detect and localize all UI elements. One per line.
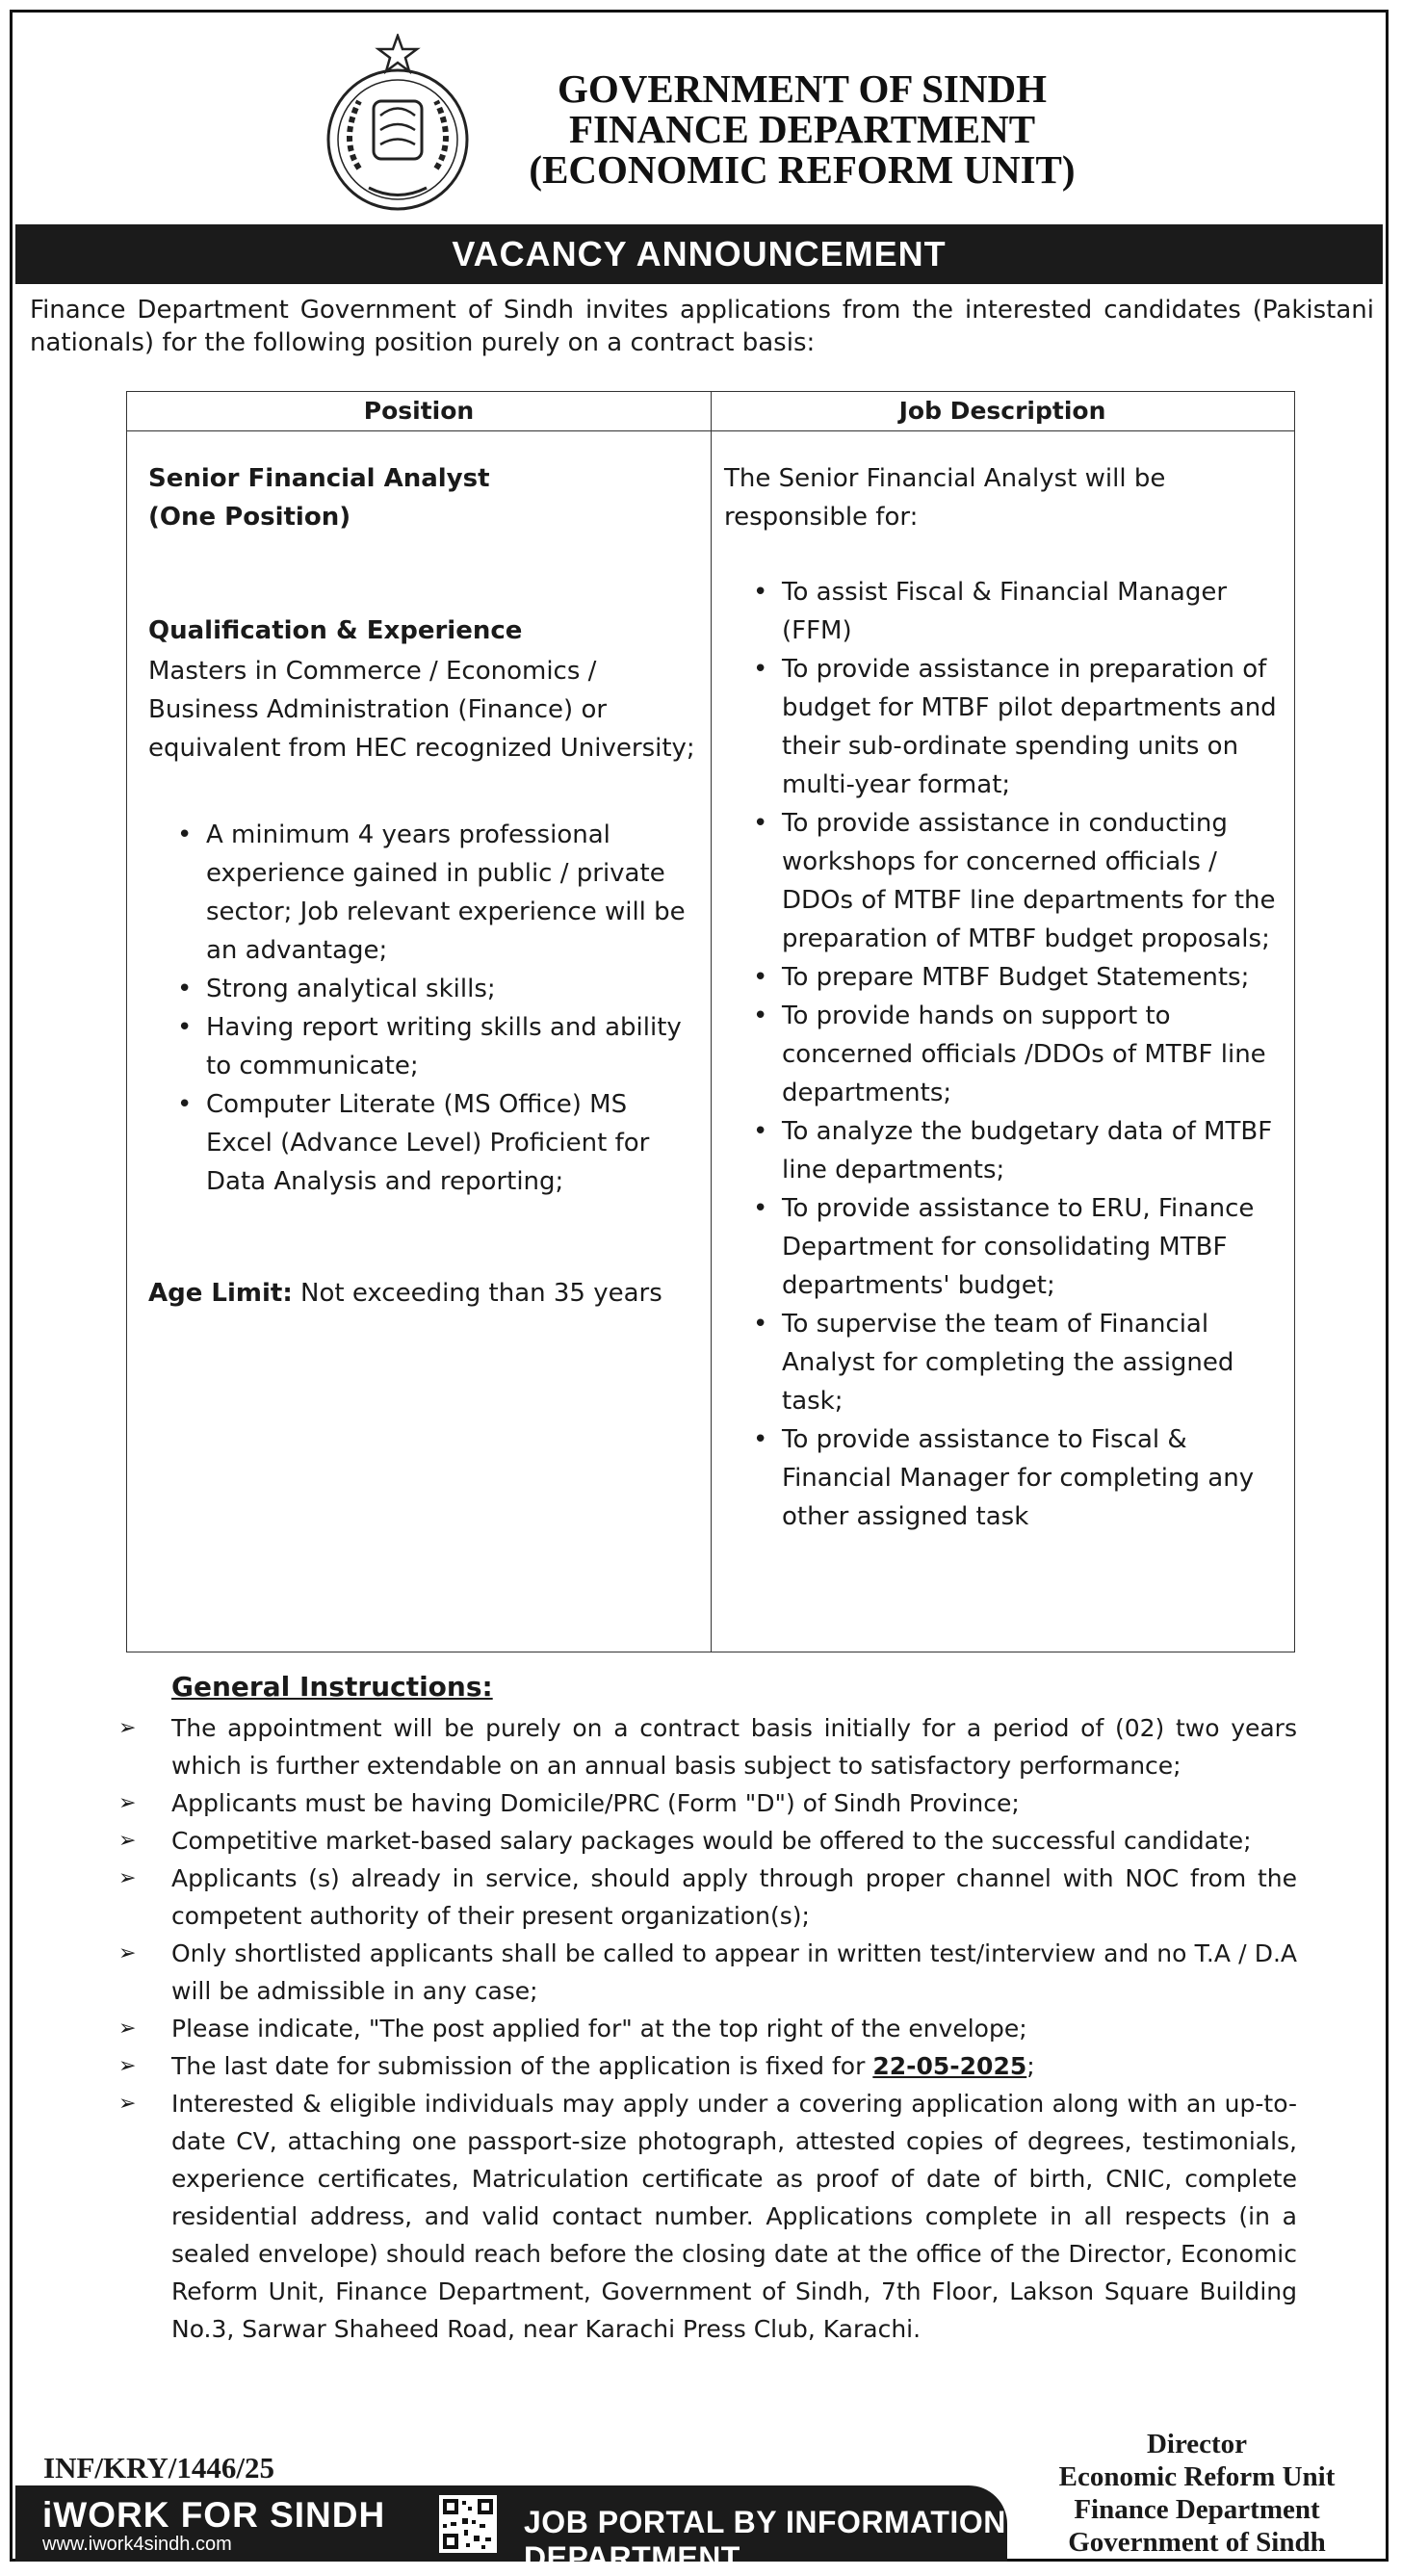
instructions-list: [118, 1709, 1297, 2348]
list-item: • To provide assistance in conducting workshops for concerned officials / DDOs of MTBF line departments for the preparation of MTBF budget proposals;: [724, 804, 1292, 958]
deadline-date: 22-05-2025: [872, 2052, 1027, 2080]
list-item: ➢ Please indicate, "The post applied for" at the top right of the envelope;: [118, 2010, 1297, 2047]
post-title: Senior Financial Analyst: [148, 464, 490, 493]
arrow-bullet-icon: ➢: [118, 2092, 137, 2116]
signatory-government: Government of Sindh: [1068, 2527, 1326, 2558]
list-item: ➢ Only shortlisted applicants shall be called to appear in written test/interview and no T.A / D.A will be admissible in any case;: [118, 1935, 1297, 2010]
website-link[interactable]: www.iwork4sindh.com: [42, 2534, 232, 2555]
header-title-line3: (ECONOMIC REFORM UNIT): [529, 147, 1076, 192]
signatory-unit: Economic Reform Unit: [1058, 2461, 1336, 2492]
intro-paragraph: Finance Department Government of Sindh invites applications from the interested candidates (Pakistani nationals) for the following position purely on a contract basis:: [30, 296, 1374, 357]
job-intro: The Senior Financial Analyst will be responsible for:: [724, 464, 1166, 532]
list-item: • Strong analytical skills;: [148, 970, 697, 1008]
list-item: • To provide assistance to ERU, Finance Department for consolidating MTBF departments' budget;: [724, 1189, 1292, 1305]
list-item: • Computer Literate (MS Office) MS Excel (Advance Level) Proficient for Data Analysis and reporting;: [148, 1085, 697, 1201]
brand-logo: iWORK FOR SINDH: [42, 2495, 386, 2535]
list-item: ➢ Competitive market-based salary packages would be offered to the successful candidate;: [118, 1822, 1297, 1860]
reference-number: INF/KRY/1446/25: [43, 2451, 275, 2485]
duties-list: [724, 573, 1292, 1536]
instructions-title: General Instructions:: [171, 1671, 493, 1703]
list-item: ➢ Applicants (s) already in service, should apply through proper channel with NOC from the competent authority of their present organization(s);: [118, 1860, 1297, 1935]
arrow-bullet-icon: ➢: [118, 1866, 137, 1890]
age-limit-value: Not exceeding than 35 years: [292, 1279, 662, 1308]
position-table: [126, 391, 1295, 1652]
list-item: • To supervise the team of Financial Analyst for completing the assigned task;: [724, 1305, 1292, 1420]
header-title-line2: FINANCE DEPARTMENT: [568, 107, 1036, 151]
page-frame: [10, 10, 1389, 2575]
vacancy-banner: VACANCY ANNOUNCEMENT: [15, 224, 1383, 284]
arrow-bullet-icon: ➢: [118, 2017, 137, 2041]
requirements-list: [148, 816, 697, 1201]
signatory-block: [1033, 2428, 1361, 2559]
list-item: ➢ Interested & eligible individuals may apply under a covering application along with an up-to-date CV, attaching one passport-size photograph, attested copies of degrees, testimonials, experience certificates, Matriculation certificate as proof of date of birth, CNIC, complete residential address, and valid contact number. Applications complete in all respects (in a sealed envelope) should reach before the closing date at the office of the Director, Economic Reform Unit, Finance Department, Government of Sindh, 7th Floor, Lakson Square Building No.3, Sarwar Shaheed Road, near Karachi Press Club, Karachi.: [118, 2085, 1297, 2348]
footer-bar: [15, 2485, 1007, 2575]
header-position: Position: [363, 397, 475, 425]
arrow-bullet-icon: ➢: [118, 2054, 137, 2078]
qualification-text: Masters in Commerce / Economics / Business Administration (Finance) or equivalent from HEC recognized University;: [148, 657, 695, 763]
column-divider: [711, 392, 712, 1652]
list-item: • To provide assistance to Fiscal & Financial Manager for completing any other assigned task: [724, 1420, 1292, 1536]
qualification-heading: Qualification & Experience: [148, 616, 523, 645]
header-title-line1: GOVERNMENT OF SINDH: [558, 66, 1047, 111]
list-item: • To provide assistance in preparation of budget for MTBF pilot departments and their sub-ordinate spending units on multi-year format;: [724, 650, 1292, 804]
post-count: (One Position): [148, 503, 351, 532]
age-limit-label: Age Limit:: [148, 1279, 293, 1308]
signatory-title: Director: [1146, 2429, 1248, 2459]
age-limit: [148, 1274, 697, 1313]
arrow-bullet-icon: ➢: [118, 1829, 137, 1853]
list-item-deadline: ➢ The last date for submission of the application is fixed for 22-05-2025;: [118, 2047, 1297, 2085]
position-column: [148, 459, 697, 1313]
arrow-bullet-icon: ➢: [118, 1791, 137, 1815]
list-item: ➢ The appointment will be purely on a contract basis initially for a period of (02) two years which is further extendable on an annual basis subject to satisfactory performance;: [118, 1709, 1297, 1784]
signatory-department: Finance Department: [1074, 2494, 1320, 2525]
qr-code-icon: [439, 2495, 497, 2553]
list-item: ➢ Applicants must be having Domicile/PRC (Form "D") of Sindh Province;: [118, 1784, 1297, 1822]
header: [13, 13, 1391, 215]
list-item: • To analyze the budgetary data of MTBF line departments;: [724, 1112, 1292, 1189]
arrow-bullet-icon: ➢: [118, 1716, 137, 1740]
list-item: • Having report writing skills and ability to communicate;: [148, 1008, 697, 1085]
job-portal-label: JOB PORTAL BY INFORMATION DEPARTMENT: [524, 2505, 1006, 2575]
header-job-description: Job Description: [898, 397, 1106, 425]
job-description-column: [724, 459, 1292, 1536]
list-item: • To provide hands on support to concerned officials /DDOs of MTBF line departments;: [724, 997, 1292, 1112]
arrow-bullet-icon: ➢: [118, 1941, 137, 1965]
list-item: • To assist Fiscal & Financial Manager (FFM): [724, 573, 1292, 650]
list-item: • A minimum 4 years professional experience gained in public / private sector; Job relevant experience will be an advantage;: [148, 816, 697, 970]
sindh-emblem-icon: [321, 34, 475, 217]
list-item: • To prepare MTBF Budget Statements;: [724, 958, 1292, 997]
